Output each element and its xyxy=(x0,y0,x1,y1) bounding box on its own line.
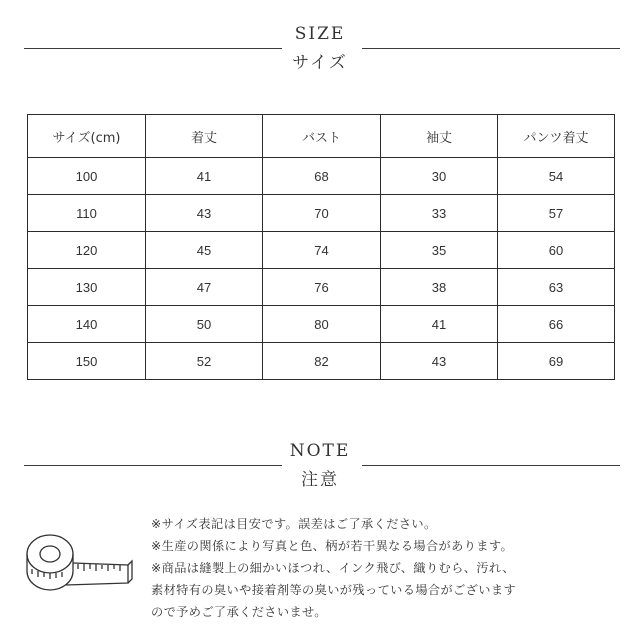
table-row xyxy=(28,158,615,195)
header-bust: バスト xyxy=(263,115,381,158)
cell-sleeve: 41 xyxy=(381,306,498,343)
cell-sleeve: 33 xyxy=(381,195,498,232)
note-line: ※サイズ表記は目安です。誤差はご了承ください。 xyxy=(151,517,437,531)
cell-sleeve: 38 xyxy=(381,269,498,306)
cell-pants-length: 57 xyxy=(498,195,615,232)
cell-size: 100 xyxy=(28,158,146,195)
cell-size: 150 xyxy=(28,343,146,380)
cell-bust: 74 xyxy=(263,232,381,269)
table-row xyxy=(28,232,615,269)
header-size: サイズ(cm) xyxy=(28,115,146,158)
size-heading-en: SIZE xyxy=(294,24,346,44)
notes-block xyxy=(151,513,621,623)
cell-bust: 70 xyxy=(263,195,381,232)
header-pants-length: パンツ着丈 xyxy=(498,115,615,158)
cell-pants-length: 63 xyxy=(498,269,615,306)
header-sleeve: 袖丈 xyxy=(381,115,498,158)
cell-length: 52 xyxy=(146,343,263,380)
header-length: 着丈 xyxy=(146,115,263,158)
table-row xyxy=(28,269,615,306)
cell-bust: 80 xyxy=(263,306,381,343)
cell-sleeve: 43 xyxy=(381,343,498,380)
cell-length: 45 xyxy=(146,232,263,269)
note-line: ※商品は縫製上の細かいほつれ、インク飛び、織りむら、汚れ、 xyxy=(151,561,515,575)
table-row xyxy=(28,195,615,232)
table-row xyxy=(28,343,615,380)
cell-pants-length: 66 xyxy=(498,306,615,343)
cell-size: 110 xyxy=(28,195,146,232)
cell-pants-length: 60 xyxy=(498,232,615,269)
cell-sleeve: 35 xyxy=(381,232,498,269)
measuring-tape-icon xyxy=(24,527,136,601)
cell-pants-length: 69 xyxy=(498,343,615,380)
cell-length: 41 xyxy=(146,158,263,195)
cell-length: 50 xyxy=(146,306,263,343)
cell-size: 120 xyxy=(28,232,146,269)
size-table xyxy=(27,114,615,380)
cell-bust: 76 xyxy=(263,269,381,306)
cell-length: 43 xyxy=(146,195,263,232)
note-line: ので予めご了承くださいませ。 xyxy=(151,605,327,619)
note-line: ※生産の関係により写真と色、柄が若干異なる場合があります。 xyxy=(151,539,514,553)
cell-length: 47 xyxy=(146,269,263,306)
size-table-header-row xyxy=(28,115,615,158)
note-heading-en: NOTE xyxy=(289,441,351,461)
table-row xyxy=(28,306,615,343)
note-line: 素材特有の臭いや接着剤等の臭いが残っている場合がございます xyxy=(151,583,517,597)
cell-pants-length: 54 xyxy=(498,158,615,195)
cell-size: 130 xyxy=(28,269,146,306)
cell-sleeve: 30 xyxy=(381,158,498,195)
cell-bust: 82 xyxy=(263,343,381,380)
size-heading-ja: サイズ xyxy=(292,53,348,73)
cell-size: 140 xyxy=(28,306,146,343)
cell-bust: 68 xyxy=(263,158,381,195)
note-heading-ja: 注意 xyxy=(301,470,339,490)
